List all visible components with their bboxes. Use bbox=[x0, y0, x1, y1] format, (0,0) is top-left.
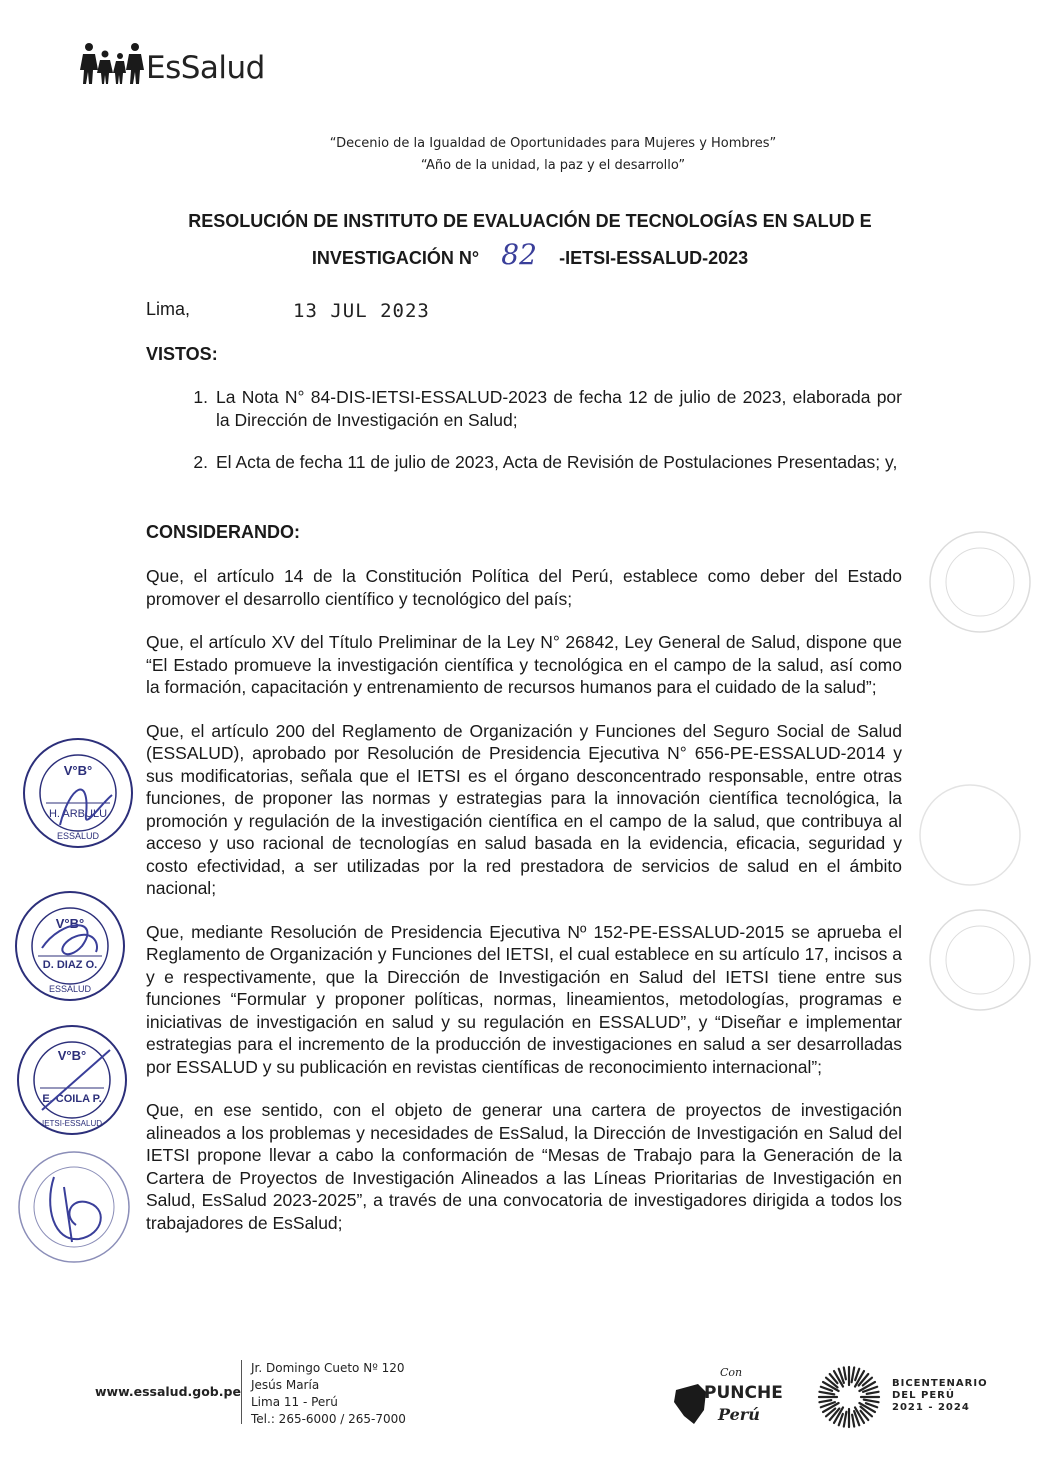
list-item bbox=[146, 386, 902, 431]
bicentenario-text bbox=[892, 1378, 988, 1414]
place-label: Lima, bbox=[146, 299, 191, 319]
stamp-vb: V°B° bbox=[55, 916, 85, 931]
essalud-logo bbox=[80, 40, 265, 84]
considerando-body bbox=[146, 565, 902, 1255]
paragraph: Que, el artículo XV del Título Preliminar de la Ley N° 26842, Ley General de Salud, dispone que “El Estado promueve la investigación científica y tecnológica en el campo de la salud, así como la formación, capacitación y entrenamiento de recursos humanos para el cuidado de la salud”; bbox=[146, 632, 902, 697]
emblem-ray bbox=[852, 1415, 854, 1427]
paragraph: Que, el artículo 14 de la Constitución Política del Perú, establece como deber del Estado promover el desarrollo científico y tecnológico del país; bbox=[146, 566, 902, 609]
paragraph: Que, mediante Resolución de Presidencia Ejecutiva Nº 152-PE-ESSALUD-2015 se aprueba el Reglamento de Organización y Funciones del IETSI, el cual establece en su artículo 17, incisos a y e respectivamente, que la Dirección de Investigación en Salud del IETSI tiene entre sus funciones “Formular y proponer políticas, normas, lineamientos, metodologías, programas e iniciativas de investigación en salud y su regulación en ESSALUD”, y “Diseñar e implementar estrategias para el incremento de la producción de investigaciones en salud a ser desarrolladas por ESSALUD y su publicación en revistas científicas de reconocimiento internacional”; bbox=[146, 921, 902, 1077]
approval-stamp-2 bbox=[12, 888, 128, 1004]
bicentenario-emblem-icon bbox=[814, 1362, 884, 1432]
stamp-org: ESSALUD bbox=[56, 831, 100, 841]
address-line: Tel.: 265-6000 / 265-7000 bbox=[251, 1412, 406, 1426]
emblem-ray bbox=[819, 1400, 831, 1402]
svg-text:Perú: Perú bbox=[718, 1405, 760, 1424]
bicentenario-line: BICENTENARIO bbox=[892, 1378, 988, 1389]
stamp-vb: V°B° bbox=[57, 1048, 87, 1063]
date-stamp: 13 JUL 2023 bbox=[293, 300, 430, 322]
emblem-ray bbox=[867, 1392, 879, 1394]
svg-text:Con: Con bbox=[720, 1366, 743, 1379]
decenio-header bbox=[0, 133, 1051, 177]
stamp-name: H. ARBULU bbox=[48, 808, 108, 820]
con-punche-peru-logo bbox=[668, 1362, 786, 1432]
emblem-ray bbox=[852, 1367, 855, 1382]
list-item-text: El Acta de fecha 11 de julio de 2023, Acta de Revisión de Postulaciones Presentadas; y, bbox=[216, 452, 898, 472]
signature-mark bbox=[50, 1177, 101, 1242]
svg-text:PUNCHE: PUNCHE bbox=[704, 1383, 783, 1403]
emblem-ray bbox=[819, 1392, 834, 1395]
emblem-ray bbox=[844, 1367, 846, 1379]
faded-stamp-icon bbox=[925, 527, 1035, 637]
paragraph: Que, en ese sentido, con el objeto de generar una cartera de proyectos de investigación alineados a los problemas y necesidades de EsSalud, la Dirección de Investigación en Salud del IETSI propone llevar a cabo la conformación de “Mesas de Trabajo para la Generación de la Cartera de Proyectos de Investigación Alineados a las Líneas Prioritarias de Investigación en Salud, EsSalud 2023-2025”, a través de una convocatoria de investigadores dirigida a todos los trabajadores de EsSalud; bbox=[146, 1100, 902, 1233]
title-suffix: -IETSI-ESSALUD-2023 bbox=[559, 248, 749, 268]
address-line: Jesús María bbox=[251, 1378, 320, 1392]
faded-stamp-icon bbox=[915, 780, 1025, 890]
vistos-heading: VISTOS: bbox=[146, 344, 218, 364]
faded-stamp-icon bbox=[925, 905, 1035, 1015]
emblem-ray bbox=[844, 1412, 847, 1427]
footer-address bbox=[251, 1360, 406, 1428]
bicentenario-line: 2021 - 2024 bbox=[892, 1402, 970, 1413]
list-item-text: La Nota N° 84-DIS-IETSI-ESSALUD-2023 de fecha 12 de julio de 2023, elaborada por la Dirección de Investigación en Salud; bbox=[216, 387, 902, 430]
list-item-number: 2. bbox=[193, 452, 208, 472]
approval-stamp-3 bbox=[14, 1022, 130, 1138]
title-prefix: INVESTIGACIÓN N° bbox=[311, 248, 480, 268]
list-item-number: 1. bbox=[193, 387, 208, 407]
stamp-org: IETSI-ESSALUD bbox=[41, 1119, 103, 1128]
decenio-line: “Decenio de la Igualdad de Oportunidades para Mujeres y Hombres” bbox=[329, 136, 777, 151]
resolution-number: 82 bbox=[501, 238, 537, 271]
title-line-2 bbox=[130, 238, 930, 275]
logo-text: EsSalud bbox=[146, 50, 265, 86]
stamp-org: ESSALUD bbox=[48, 984, 92, 994]
vistos-list bbox=[146, 386, 902, 494]
address-line: Jr. Domingo Cueto Nº 120 bbox=[251, 1361, 405, 1375]
list-item bbox=[146, 451, 902, 474]
title-line-1: RESOLUCIÓN DE INSTITUTO DE EVALUACIÓN DE TECNOLOGÍAS EN SALUD E bbox=[188, 211, 872, 231]
approval-stamp-1 bbox=[20, 735, 136, 851]
address-line: Lima 11 - Perú bbox=[251, 1395, 338, 1409]
stamp-name: D. DIAZ O. bbox=[42, 959, 98, 971]
emblem-ray bbox=[864, 1400, 879, 1403]
footer-url[interactable]: www.essalud.gob.pe bbox=[95, 1384, 241, 1399]
stamp-vb: V°B° bbox=[63, 763, 93, 778]
footer-divider bbox=[241, 1360, 242, 1424]
family-figures-icon bbox=[80, 40, 144, 84]
stamp-name: E. COILA P. bbox=[42, 1093, 102, 1105]
resolution-title bbox=[130, 204, 930, 275]
paragraph: Que, el artículo 200 del Reglamento de Organización y Funciones del Seguro Social de Salud (ESSALUD), aprobado por Resolución de Presidencia Ejecutiva N° 656-PE-ESSALUD-2014 y sus modificatorias, señala que el IETSI es el órgano desconcentrado responsable, entre otras funciones, de proponer las normas y estrategias para la innovación científica tecnológica, la promoción y regulación de la investigación científica en el campo de la salud, que contribuya al acceso y uso racional de tecnologías en salud basada en la evidencia, eficacia, seguridad y costo efectividad, a ser utilizadas por la red prestadora de servicios de salud en el ámbito nacional; bbox=[146, 720, 902, 898]
approval-stamp-4 bbox=[14, 1147, 134, 1267]
considerando-heading: CONSIDERANDO: bbox=[146, 522, 301, 542]
bicentenario-line: DEL PERÚ bbox=[892, 1390, 955, 1401]
anio-line: “Año de la unidad, la paz y el desarrollo” bbox=[420, 158, 686, 173]
